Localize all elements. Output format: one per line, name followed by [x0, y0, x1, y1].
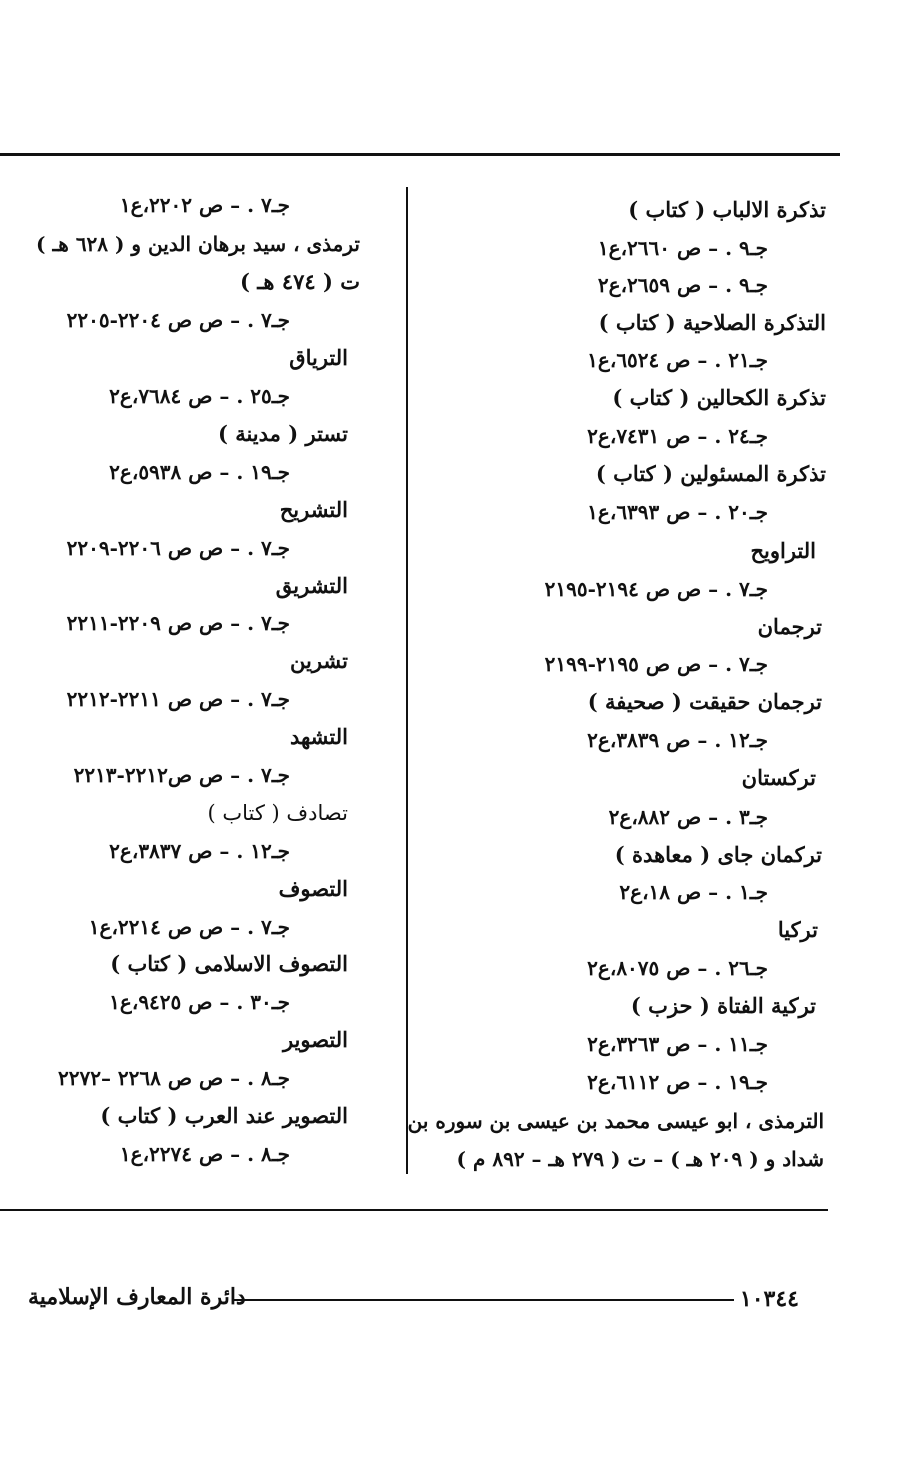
entry-heading: التراويح [750, 538, 816, 563]
entry-heading: الترمذى ، ابو عيسى محمد بن عيسى بن سوره بن [407, 1109, 824, 1133]
entry-heading: تركمان جاى ( معاهدة ) [614, 842, 822, 867]
entry-reference: جـ٧ . – ص ص ٢٢١١-٢٢١٢ [66, 687, 290, 711]
entry-heading: التذكرة الصلاحية ( كتاب ) [598, 310, 826, 335]
entry-reference: جـ٩ . – ص ٢٦٥٩،ع٢ [597, 273, 768, 297]
entry-heading: تذكرة المسئولين ( كتاب ) [595, 461, 826, 486]
entry-reference: جـ٢١ . – ص ٦٥٢٤،ع١ [587, 348, 768, 372]
entry-reference: جـ٣٠ . – ص ٩٤٢٥،ع١ [109, 990, 290, 1014]
right-column [407, 0, 830, 1200]
entry-reference: جـ١ . – ص ١٨،ع٢ [619, 880, 768, 904]
entry-heading: التصوير [282, 1027, 348, 1052]
entry-heading: ترجمان [757, 614, 822, 639]
footer-rule [232, 1299, 734, 1301]
entry-heading: التشريق [275, 573, 348, 598]
entry-reference: جـ١٢ . – ص ٣٨٣٩،ع٢ [587, 728, 768, 752]
entry-heading: تستر ( مدينة ) [217, 421, 348, 446]
entry-heading: تركيا [777, 917, 818, 942]
entry-reference: جـ٧ . – ص ص٢٢١٢-٢٢١٣ [73, 763, 290, 787]
page-number: ١٠٣٤٤ [739, 1286, 799, 1312]
entry-heading: تصادف ( كتاب ) [207, 801, 348, 825]
entry-heading: التصوف الاسلامى ( كتاب ) [110, 951, 348, 976]
entry-heading: تذكرة الالباب ( كتاب ) [628, 197, 826, 222]
column-divider [406, 187, 408, 1174]
left-column [0, 0, 362, 1200]
entry-reference: جـ١٩ . – ص ٦١١٢،ع٢ [587, 1070, 768, 1094]
entry-heading: تذكرة الكحالين ( كتاب ) [612, 385, 826, 410]
entry-heading: ترجمان حقيقت ( صحيفة ) [587, 689, 822, 714]
entry-reference: جـ٧ . – ص ص ٢٢٠٩-٢٢١١ [66, 611, 290, 635]
entry-reference: جـ٢٥ . – ص ٧٦٨٤،ع٢ [109, 384, 290, 408]
entry-heading: التصوف [278, 876, 348, 901]
entry-heading: تشرين [290, 648, 348, 673]
entry-reference: جـ٧ . – ص ص ٢١٩٤-٢١٩٥ [544, 577, 768, 601]
book-title: دائرة المعارف الإسلامية [28, 1284, 246, 1310]
entry-reference: جـ٧ . – ص ص ٢٢٠٤-٢٢٠٥ [66, 308, 290, 332]
entry-reference: جـ٧ . – ص ص ٢١٩٥-٢١٩٩ [544, 652, 768, 676]
entry-heading: تركستان [741, 765, 816, 790]
entry-reference: جـ٨ . – ص ص ٢٢٦٨ –٢٢٧٢ [57, 1066, 290, 1090]
entry-reference: جـ٩ . – ص ٢٦٦٠،ع١ [597, 236, 768, 260]
entry-reference: جـ٢٠ . – ص ٦٣٩٣،ع١ [587, 500, 768, 524]
entry-reference: جـ١٢ . – ص ٣٨٣٧،ع٢ [109, 839, 290, 863]
bottom-rule [0, 1209, 828, 1211]
entry-heading: تركية الفتاة ( حزب ) [630, 993, 816, 1018]
entry-reference: جـ٧ . – ص ص ٢٢١٤،ع١ [88, 915, 290, 939]
entry-heading: التشريح [279, 497, 348, 522]
entry-reference: جـ٢٦ . – ص ٨٠٧٥،ع٢ [587, 956, 768, 980]
entry-reference: جـ٢٤ . – ص ٧٤٣١،ع٢ [587, 424, 768, 448]
entry-reference: جـ٣ . – ص ٨٨٢،ع٢ [608, 805, 768, 829]
entry-heading: شداد و ( ٢٠٩ هـ ) – ت ( ٢٧٩ هـ – ٨٩٢ م ) [456, 1147, 824, 1171]
entry-heading: ترمذى ، سيد برهان الدين و ( ٦٢٨ هـ ) [36, 232, 360, 256]
entry-reference: جـ٧ . – ص ص ٢٢٠٦-٢٢٠٩ [66, 536, 290, 560]
entry-reference: جـ٧ . – ص ٢٢٠٢،ع١ [119, 193, 290, 217]
entry-reference: جـ٨ . – ص ٢٢٧٤،ع١ [119, 1142, 290, 1166]
entry-heading: التشهد [289, 724, 348, 749]
entry-heading: التصوير عند العرب ( كتاب ) [100, 1103, 348, 1128]
entry-reference: جـ١٩ . – ص ٥٩٣٨،ع٢ [109, 460, 290, 484]
entry-heading: ت ( ٤٧٤ هـ ) [240, 269, 360, 294]
entry-heading: الترياق [289, 345, 348, 370]
entry-reference: جـ١١ . – ص ٣٢٦٣،ع٢ [587, 1032, 768, 1056]
